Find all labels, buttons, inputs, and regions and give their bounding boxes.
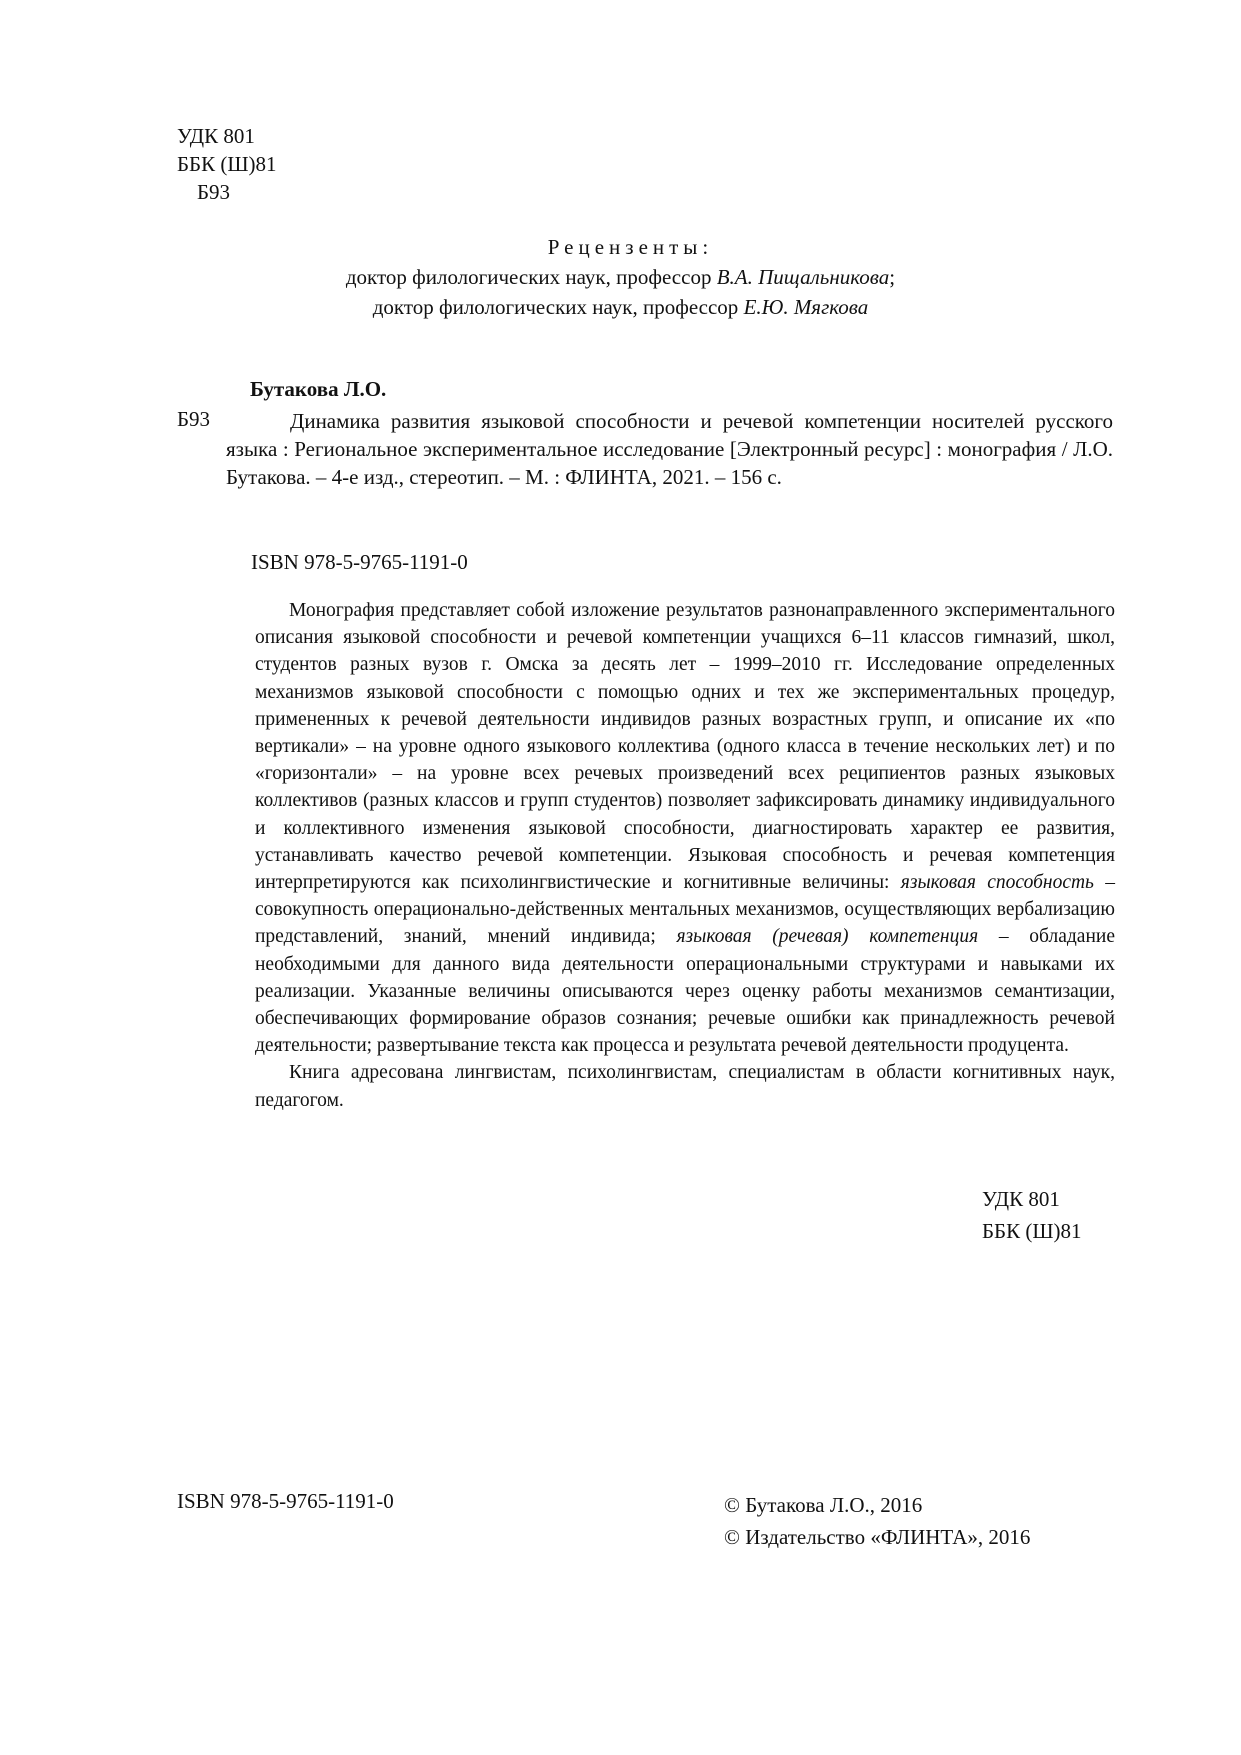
reviewers-block	[0, 232, 1241, 322]
copyright-author: © Бутакова Л.О., 2016	[724, 1493, 923, 1517]
bibliographic-description: Динамика развития языковой способности и речевой компетенции носителей русского языка : Региональное экспериментальное исследование [Электронный ресурс] : монография / Л.О. Бутакова. – 4-е изд., стереотип. – М. : ФЛИНТА, 2021. – 156 с.	[226, 409, 1113, 489]
reviewer-1-suffix: ;	[889, 265, 896, 289]
reviewer-2-name: Е.Ю. Мягкова	[743, 295, 869, 319]
udk-code: УДК 801	[177, 124, 255, 148]
footer-isbn: ISBN 978-5-9765-1191-0	[177, 1489, 394, 1513]
classification-codes	[177, 122, 277, 206]
author-mark: Б93	[197, 180, 231, 204]
reviewers-heading: Рецензенты:	[547, 235, 714, 259]
abstract-text-1: Монография представляет собой изложение результатов разнонаправленного экспериментального описания языковой способности и речевой компетенции учащихся 6–11 классов гимназий, школ, студентов разных вузов г. Омска за десять лет – 1999–2010 гг. Исследование определенных механизмов языковой способности с помощью одних и тех же экспериментальных процедур, примененных к речевой деятельности индивидов разных возрастных групп, и описание их «по вертикали» – на уровне одного языкового коллектива (одного класса в течение нескольких лет) и по «горизонтали» – на уровне всех речевых произведений всех реципиентов разных языковых коллективов (разных классов и групп студентов) позволяет зафиксировать динамику индивидуального и коллективного изменения языковой способности, диагностировать характер ее развития, устанавливать качество речевой компетенции. Языковая способность и речевая компетенция интерпретируются как психолингвистические и когнитивные величины:	[255, 600, 1115, 894]
bbk-code: ББК (Ш)81	[177, 152, 277, 176]
reviewer-2	[0, 292, 1241, 322]
abstract-text-3: – обладание необходимыми для данного вида деятельности операциональными структурами и навыками их реализации. Указанные величины описываются через оценку работы механизмов семантизации, обеспечивающих формирование образов сознания; речевые ошибки как принадлежность речевой деятельности; развертывание текста как процесса и результата речевой деятельности продуцента.	[255, 926, 1115, 1057]
term-language-ability: языковая способность	[900, 872, 1094, 894]
term-language-competence: языковая (речевая) компетенция	[676, 926, 979, 948]
abstract-text-2: – совокупность операционально-действенных ментальных механизмов, осуществляющих вербализацию представлений, знаний, мнений индивида;	[255, 872, 1116, 948]
reviewer-2-title: доктор филологических наук, профессор	[372, 295, 744, 319]
copyright-block	[724, 1489, 1030, 1553]
reviewer-1-name: В.А. Пищальникова	[716, 265, 890, 289]
footer-codes	[982, 1183, 1082, 1247]
reviewer-1-title: доктор филологических наук, профессор	[345, 265, 717, 289]
isbn: ISBN 978-5-9765-1191-0	[251, 550, 468, 574]
copyright-publisher: © Издательство «ФЛИНТА», 2016	[724, 1525, 1031, 1549]
footer-udk: УДК 801	[982, 1187, 1060, 1211]
abstract-paragraph-1	[255, 597, 1115, 1059]
abstract	[255, 597, 1115, 1114]
footer-bbk: ББК (Ш)81	[982, 1219, 1082, 1243]
abstract-paragraph-2: Книга адресована лингвистам, психолингвистам, специалистам в области когнитивных наук, педагогом.	[255, 1062, 1115, 1111]
author-heading: Бутакова Л.О.	[250, 377, 387, 401]
bibliography-code: Б93	[177, 407, 211, 431]
reviewer-1	[0, 262, 1241, 292]
